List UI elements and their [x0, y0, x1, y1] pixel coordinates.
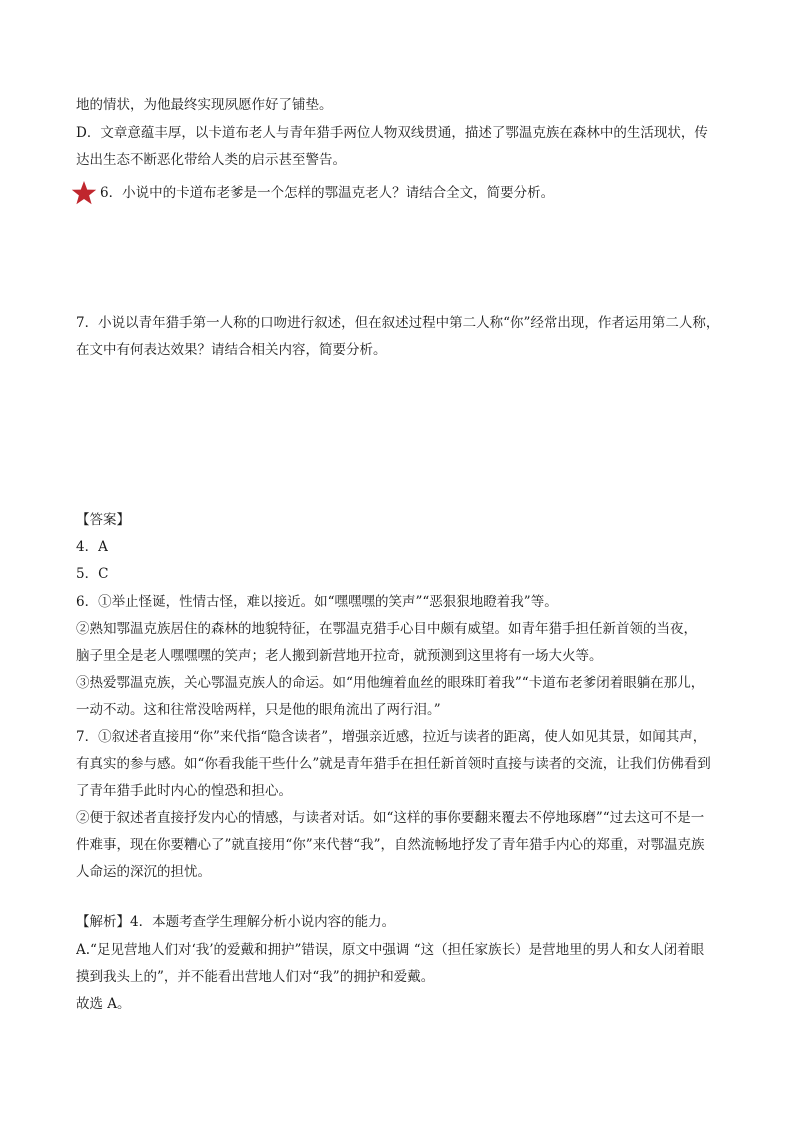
answer-7-point-1-line-2: 有真实的参与感。如“你看我能干些什么”就是青年猎手在担任新首领时直接与读者的交流，让我们仿佛看到 — [76, 756, 711, 772]
star-icon — [71, 180, 97, 206]
answer-6-point-3-line-1: ③热爱鄂温克族，关心鄂温克族人的命运。如“用他缠着血丝的眼珠盯着我”“卡道布老爹闭着眼躺在那儿， — [76, 675, 705, 691]
answer-7-point-2-line-3: 人命运的深沉的担忧。 — [76, 864, 211, 880]
question-6: 6．小说中的卡道布老爹是一个怎样的鄂温克老人？请结合全文，简要分析。 — [100, 185, 555, 201]
analysis-conclusion: 故选 A。 — [76, 996, 131, 1012]
answer-6-point-3-line-2: 一动不动。这和往常没啥两样，只是他的眼角流出了两行泪。” — [76, 702, 441, 718]
answer-7-point-1-line-3: 了青年猎手此时内心的惶恐和担心。 — [76, 783, 292, 799]
option-d-line-1: D．文章意蕴丰厚，以卡道布老人与青年猎手两位人物双线贯通，描述了鄂温克族在森林中的生活现状，传 — [76, 125, 708, 141]
analysis-option-a-line-2: 摸到我头上的”，并不能看出营地人们对“我”的拥护和爱戴。 — [76, 969, 435, 985]
analysis-header: 【解析】4．本题考查学生理解分析小说内容的能力。 — [76, 914, 396, 930]
question-7-line-2: 在文中有何表达效果？请结合相关内容，简要分析。 — [76, 342, 387, 358]
answer-7-point-1-line-1: 7．①叙述者直接用“你”来代指“隐含读者”，增强亲近感，拉近与读者的距离，使人如见其景，如闻其声， — [76, 729, 707, 745]
answer-7-point-2-line-2: 件难事，现在你要糟心了”就直接用“你”来代替“我”，自然流畅地抒发了青年猎手内心的郑重，对鄂温克族 — [76, 837, 705, 853]
answer-header: 【答案】 — [76, 512, 130, 528]
answer-7-point-2-line-1: ②便于叙述者直接抒发内心的情感，与读者对话。如“这样的事你要翻来覆去不停地琢磨”“过去这可不是一 — [76, 810, 705, 826]
option-d-line-2: 达出生态不断恶化带给人类的启示甚至警告。 — [76, 152, 346, 168]
question-7-line-1: 7．小说以青年猎手第一人称的口吻进行叙述，但在叙述过程中第二人称“你”经常出现，作者运用第二人称， — [76, 315, 720, 331]
answer-4: 4．A — [76, 539, 108, 555]
answer-6-point-1: 6．①举止怪诞，性情古怪，难以接近。如“嘿嘿嘿的笑声”“恶狠狠地瞪着我”等。 — [76, 594, 558, 610]
option-c-continuation: 地的情状，为他最终实现夙愿作好了铺垫。 — [76, 97, 333, 113]
analysis-option-a-line-1: A.“足见营地人们对‘我’的爱戴和拥护”错误，原文中强调 “这（担任家族长）是营地里的男人和女人闭着眼 — [76, 942, 705, 958]
answer-5: 5．C — [76, 566, 109, 582]
answer-6-point-2-line-2: 脑子里全是老人嘿嘿嘿的笑声；老人搬到新营地开拉奇，就预测到这里将有一场大火等。 — [76, 648, 603, 664]
answer-6-point-2-line-1: ②熟知鄂温克族居住的森林的地貌特征，在鄂温克猎手心目中颇有威望。如青年猎手担任新首领的当夜， — [76, 621, 697, 637]
